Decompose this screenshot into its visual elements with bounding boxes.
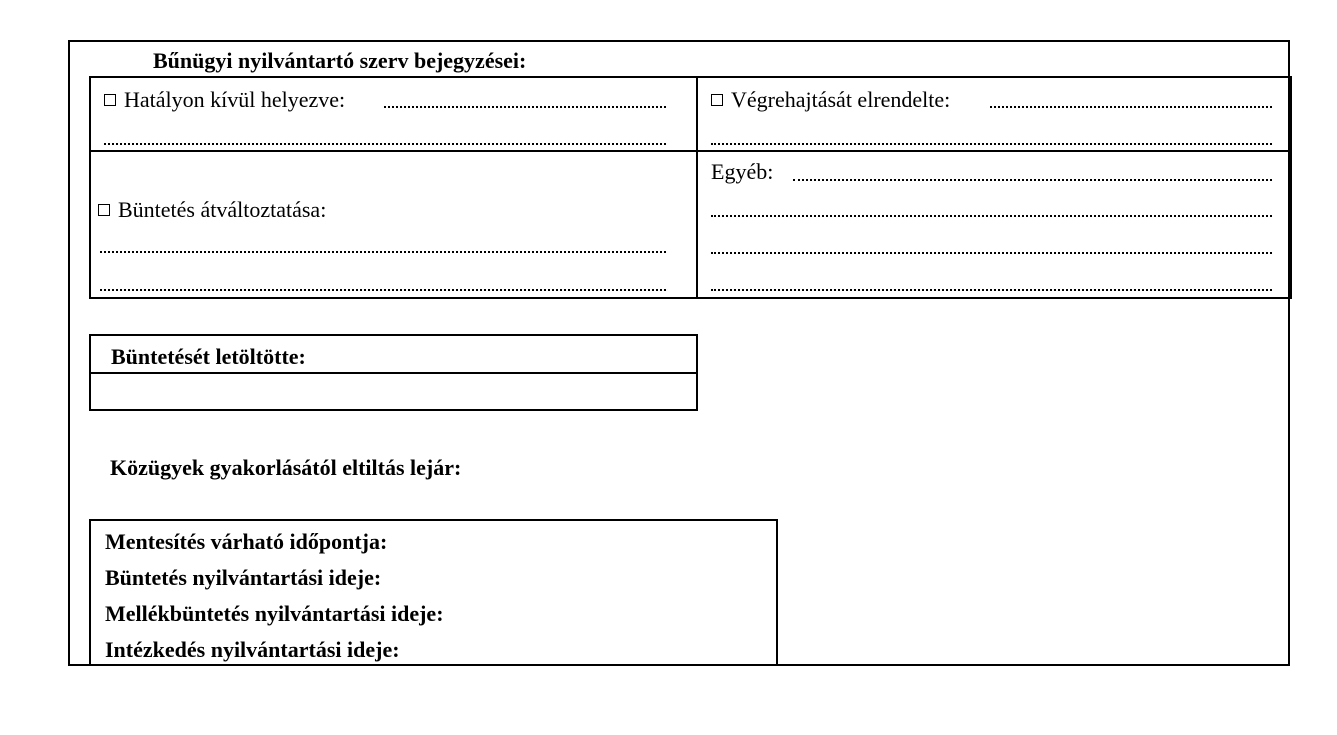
fill-line-hatalyon-2[interactable] [104,143,666,145]
cell-hatalyon-kivul-label: Hatályon kívül helyezve: [124,87,346,112]
checkbox-hatalyon-kivul[interactable] [104,94,116,106]
cell-egyeb-label: Egyéb: [711,159,774,184]
cell-buntetes-atvaltoztatasa [98,198,326,222]
cell-vegrehajtas [711,88,950,112]
fill-line-hatalyon-1[interactable] [384,106,666,108]
entries-table-row-divider [89,150,1292,152]
entries-table-divider [696,76,698,299]
fill-line-atvaltoztatas-2[interactable] [100,289,666,291]
letoltotte-label: Büntetését letöltötte: [111,344,306,369]
fill-line-vegrehajtas-1[interactable] [990,106,1272,108]
mentesites-line-3: Mellékbüntetés nyilvántartási ideje: [105,601,444,626]
kozugyek-label: Közügyek gyakorlásától eltiltás lejár: [110,455,462,480]
cell-buntetes-atvaltoztatasa-label: Büntetés átváltoztatása: [118,197,327,222]
letoltotte-field[interactable] [91,374,696,409]
cell-hatalyon-kivul [104,88,345,112]
fill-line-atvaltoztatas-1[interactable] [100,251,666,253]
fill-line-egyeb-2[interactable] [711,215,1272,217]
fill-line-egyeb-3[interactable] [711,252,1272,254]
cell-vegrehajtas-label: Végrehajtását elrendelte: [731,87,951,112]
section-title: Bűnügyi nyilvántartó szerv bejegyzései: [153,48,527,73]
checkbox-buntetes-atvaltoztatasa[interactable] [98,204,110,216]
fill-line-vegrehajtas-2[interactable] [711,143,1272,145]
fill-line-egyeb-4[interactable] [711,289,1272,291]
mentesites-line-4: Intézkedés nyilvántartási ideje: [105,637,400,662]
mentesites-line-1: Mentesítés várható időpontja: [105,529,388,554]
fill-line-egyeb-1[interactable] [793,179,1272,181]
checkbox-vegrehajtas[interactable] [711,94,723,106]
mentesites-line-2: Büntetés nyilvántartási ideje: [105,565,382,590]
